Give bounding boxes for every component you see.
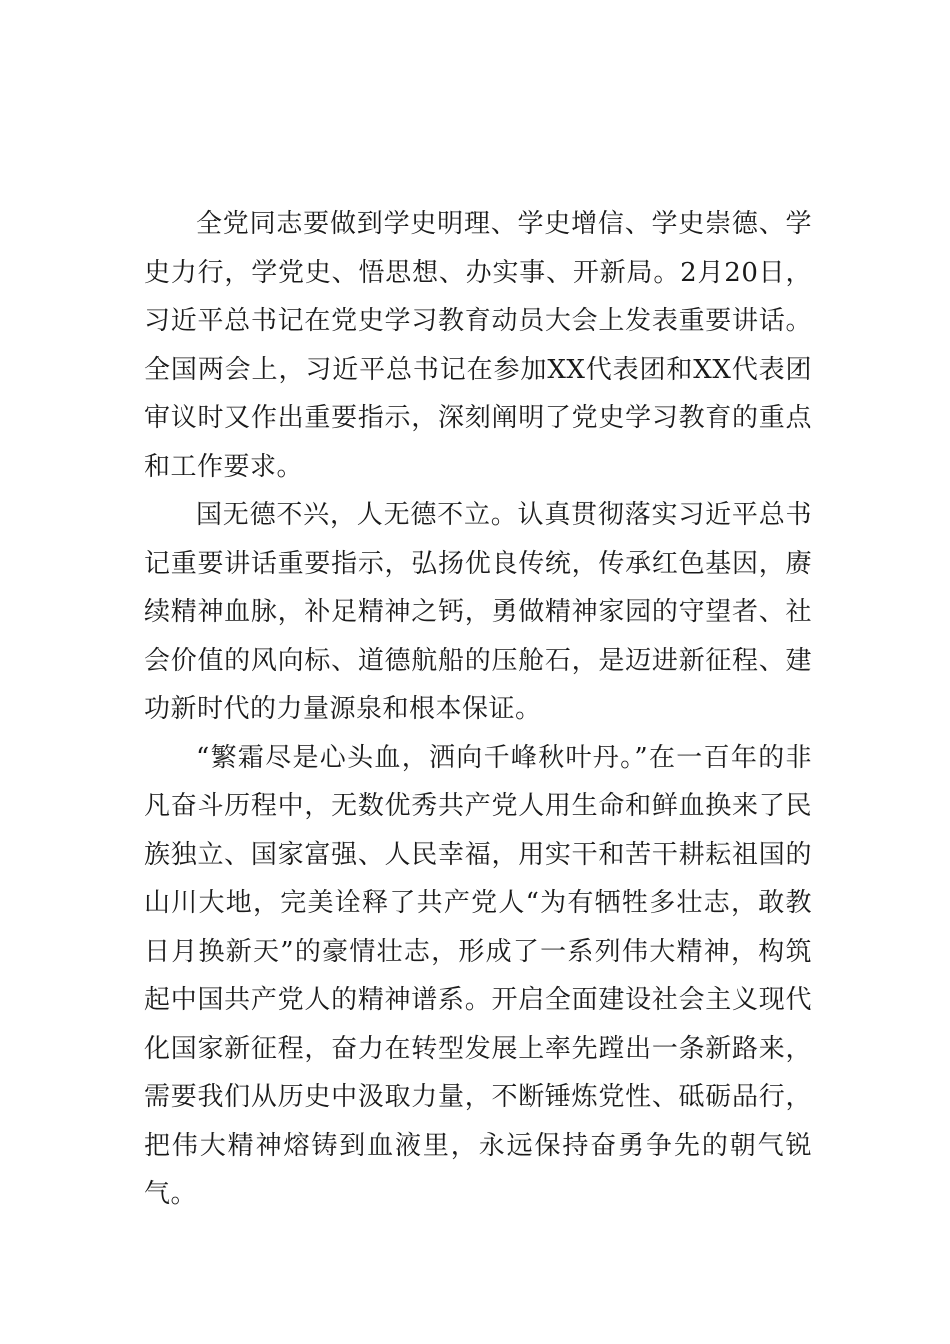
paragraph-1: 全党同志要做到学史明理、学史增信、学史崇德、学史力行，学党史、悟思想、办实事、开新局。2月20日，习近平总书记在党史学习教育动员大会上发表重要讲话。全国两会上，习近平总书记在参加XX代表团和XX代表团审议时又作出重要指示，深刻阐明了党史学习教育的重点和工作要求。 (144, 209, 812, 482)
paragraph-3: “繁霜尽是心头血，洒向千峰秋叶丹。”在一百年的非凡奋斗历程中，无数优秀共产党人用生命和鲜血换来了民族独立、国家富强、人民幸福，用实干和苦干耕耘祖国的山川大地，完美诠释了共产党人“为有牺牲多壮志，敢教日月换新天”的豪情壮志，形成了一系列伟大精神，构筑起中国共产党人的精神谱系。开启全面建设社会主义现代化国家新征程，奋力在转型发展上率先蹚出一条新路来，需要我们从历史中汲取力量，不断锤炼党性、砥砺品行，把伟大精神熔铸到血液里，永远保持奋勇争先的朝气锐气。 (144, 742, 812, 1209)
document-body (144, 200, 812, 1219)
paragraph-2: 国无德不兴，人无德不立。认真贯彻落实习近平总书记重要讲话重要指示，弘扬优良传统，传承红色基因，赓续精神血脉，补足精神之钙，勇做精神家园的守望者、社会价值的风向标、道德航船的压舱石，是迈进新征程、建功新时代的力量源泉和根本保证。 (144, 500, 812, 724)
